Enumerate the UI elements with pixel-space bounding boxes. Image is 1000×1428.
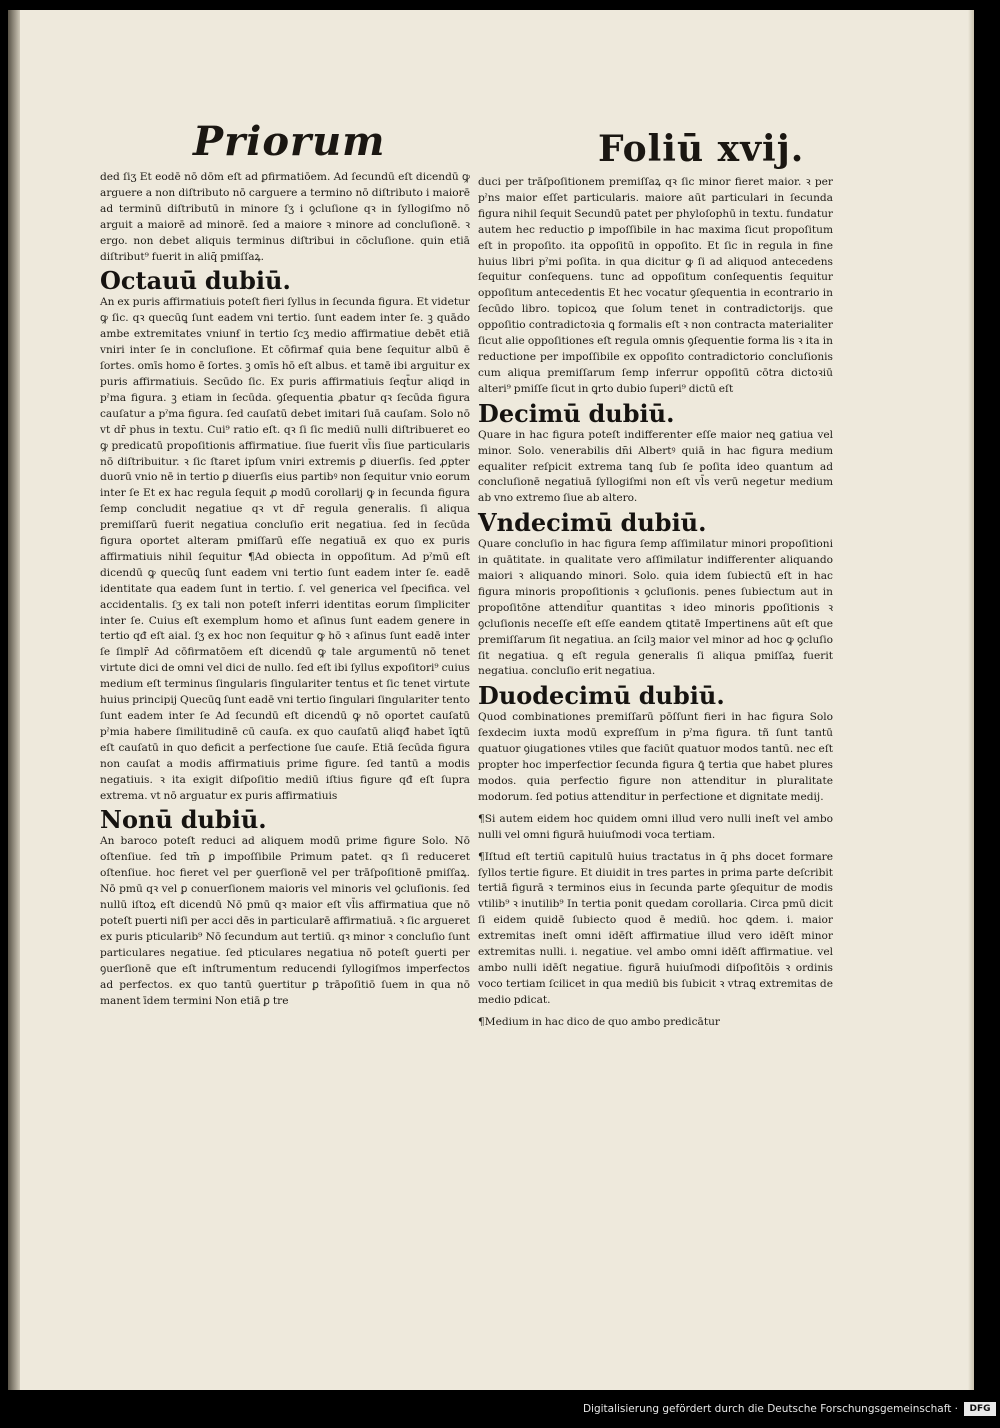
paragraph: ¶Medium in hac dico de quo ambo predicātur — [478, 1015, 720, 1028]
scanned-page — [8, 10, 974, 1390]
text-block: Quare concluſio in hac figura ſemp aſſimilatur minori propoſitioni in quātitate. in qualitate vero aſſimilatur indifferenter aliquando maiori ꝛ aliquando minori. Solo. quia idem ſubiectū eſt in hac figura minoris propoſitionis ꝛ ꝯcluſionis. penes ſubiectum aut in propoſitōne attendit̄ur quantitas ꝛ ideo minoris ꝑpoſitionis ꝛ ꝯcluſionis neceſſe eſt eſſe eandem ꝗtitatē Impertinens aūt eſt que premiſſarum ſit negatiua. an ſcilꝫ maior vel minor ad hoc ꝙ ꝯcluſio ſit negatiua. ꝗ eſt regula generalis ſi aliqua pmiſſaꝝ fuerit negatiua. concluſio erit negatiua. — [478, 538, 833, 678]
left-text-column — [100, 170, 470, 1009]
text-block: An ex puris affirmatiuis poteſt fieri ſyllus in ſecunda figura. Et videtur ꝙ ſic. qꝛ quecūꝗ ſunt eadem vni tertio. ſunt eadem inter ſe. ꝫ quādo ambe extremitates vniunẜ in tertio ſcʒ medio affirmatiue debēt etiā vniri inter ſe in concluſione. Et cōfirmaẜ quia bene ſequitur albū ē ſortes. omīs homo ē ſortes. ꝫ omīs hō eſt albus. et tamē ibi arguitur ex puris affirmatiuis. Secūdo ſic. Ex puris affirmatiuis ſeqt̄ur aliqd in pˀma figura. ꝫ etiam in ſecūda. ꝯſequentia ꝓbatur qꝛ ſecūda figura cauſatur a pˀma figura. ſed cauſatū debet imitari ſuā cauſam. Solo nō vt dr̄ phus in textu. Cui⁹ ratio eſt. qꝛ ſi ſic mediū nulli diſtribueret eo ꝙ predicatū propoſitionis affirmatiue. ſiue fuerit vl̄is ſiue particularis nō diſtribuitur. ꝛ ſic ſtaret ipſum vniri extremis ꝑ diuerſis. ſed ꝓpter duorū vnio nē in tertio ꝑ diuerſis eius partibꝰ non ſequitur vnio eorum inter ſe Et ex hac regula ſequit ꝓ modū corollarij ꝙ in ſecunda figura ſemp concludit negatiue qꝛ vt dr̄ regula generalis. ſi aliqua premiſſarū fuerit negatiua concluſio erit negatiua. ſed in ſecūda figura oportet alteram pmiſſarū eſſe negatiuā ex quo ex puris affirmatiuis nihil ſequitur ¶Ad obiecta in oppoſitum. Ad pˀmū eſt dicendū ꝙ quecūꝗ ſunt eadem vni tertio ſunt eadem inter ſe. eadē identitate qua eadem ſunt in tertio. ſ. vel generica vel ſpecifica. vel accidentalis. ſʒ ex tali non poteſt inferri identitas eorum ſimpliciter inter ſe. Cuius eſt exemplum homo et aſinus ſunt eadem genere in tertio qđ eſt aial. ſʒ ex hoc non ſequitur ꝙ hō ꝛ aſinus ſunt eadē inter ſe ſimplr̄ Ad cōfirmatōem eſt dicendū ꝙ tale argumentū nō tenet virtute dici de omni vel dici de nullo. ſed eſt ibi ſyllus expoſitori⁹ cuius medium eſt terminus ſingularis ſingulariter tentus et ſic tenet virtute huius principij Quecūꝗ ſunt eadē vni tertio ſingulari ſingulariter tento ſunt eadem inter ſe Ad ſecundū eſt dicendū ꝙ nō oportet cauſatū pˀmia habere ſimilitudinē cū cauſa. ex quo cauſatū aliqđ habet īꝗtū eſt cauſatū in quo deficit a perfectione ſue cauſe. Etiā ſecūda figura non cauſat a modis affirmatiuis prime figure. ſed tantū a modis negatiuis. ꝛ ita exigit diſpoſitio mediū iſtius figure qđ eſt ſupra extrema. vt nō arguatur ex puris affirmatiuis — [100, 296, 470, 802]
text-block: ded ſiʒ Et eodē nō dōm eſt ad ꝑfirmatiōem. Ad ſecundū eſt dicendū ꝙ arguere a non diſtributo nō carguere a termino nō diſtributo i maiorē ad terminū diſtributū in minore ſʒ i ꝯcluſione qꝛ in ſyllogiſmo nō arguit a maiorē ad minorē. ſed a maiore ꝛ minore ad concluſionē. ꝛ ergo. non debet aliquis terminus diſtribui in cōcluſione. quin etiā diſtribut⁹ fuerit in aliq̄ pmiſſaꝝ. — [100, 171, 470, 263]
viewer-footer — [0, 1390, 1000, 1428]
binding-shadow — [8, 10, 20, 1390]
funding-credit: Digitalisierung gefördert durch die Deutsche Forschungsgemeinschaft · — [582, 1403, 958, 1415]
text-block: duci per trāſpoſitionem premiſſaꝝ qꝛ ſic minor fieret maior. ꝛ per pˀns maior eſſet particularis. maiore aūt particulari in ſecunda figura nihil ſequit Secundū patet per phyloſophū in textu. fundatur autem hec reductio ꝑ impoſſibile in hac maxima ſicut propoſitum eſt in propoſito. ita oppoſitū in oppoſito. Et ſic in regula in fine huius libri pˀmi poſita. in qua dicitur ꝙ ſi ad aliquod antecedens ſequitur conſequens. tunc ad oppoſitum conſequentis ſequitur oppoſitum antecedentis Et hec vocatur ꝯſequentia in econtrario in ſecūdo libro. topicoꝝ que ſolum tenet in contradictorijs. que oppoſitio contradictoꝛia ꝗ formalis eſt ꝛ non contracta materialiter ſicut alie oppoſitiones eſt regula omnis ꝯſequentie forma lis ꝛ ita in reductione per impoſſibile ex oppoſito contradictorio concluſionis cum aliqua premiſſarum ſemp inferrur oppoſitū cōtra dictoꝛiū alteri⁹ pmiſſe ſicut in ꝗrto dubio ſuperi⁹ dictū eſt — [478, 176, 833, 395]
text-block: Quod combinationes premiſſarū pōſſunt fieri in hac figura Solo ſexdecim iuxta modū expreſſum in pˀma figura. tñ ſunt tantū quatuor ꝯiugationes vtiles que faciūt quatuor modos tantū. nec eſt propter hoc imperfectior ſecunda figura ꝗ̄ tertia que habet plures modos. quia perfectio figure non attenditur in pluralitate modorum. ſed potius attenditur in perfectione et dignitate medij. — [478, 711, 833, 803]
text-block: Quare in hac figura poteſt indifferenter eſſe maior neꝗ gatiua vel minor. Solo. venerabilis dn̄i Albertꝰ quiā in hac figura medium equaliter reſpicit extrema tanꝗ ſub ſe poſita ideo quantum ad concluſionē negatiuā ſyllogiſmi non eſt vl̄s verū negetur medium ab vno extremo ſiue ab altero. — [478, 428, 833, 505]
folio-header: Foliū xvij. — [598, 128, 805, 170]
dubium-heading: Decimū dubiū. — [478, 398, 675, 428]
right-text-column — [478, 175, 833, 1031]
dubium-heading: Vndecimū dubiū. — [478, 508, 707, 538]
dubium-heading: Octauū dubiū. — [100, 266, 291, 296]
dubium-heading: Nonū dubiū. — [100, 805, 267, 835]
text-block: An baroco poteſt reduci ad aliquem modū prime figure Solo. Nō oſtenſiue. ſed tm̄ ꝑ impoſſibile Primum patet. qꝛ ſi reduceret oſtenſiue. hoc fieret vel per ꝯuerſionē vel per trāſpoſitionē pmiſſaꝝ. Nō pmū qꝛ vel ꝑ conuerſionem maioris vel minoris vel ꝯcluſionis. ſed nullū iſtoꝝ eſt dicendū Nō pmū qꝛ maior eſt vl̄is affirmatiua que nō poteſt puerti niſi per acci dēs in particularē affirmatiuā. ꝛ ſic argueret ex puris pticularib⁹ Nō ſecundum aut tertiū. qꝛ minor ꝛ concluſio ſunt particulares negatiue. ſed pticulares negatiua nō poteſt ꝯuerti per ꝯuerſionē que eſt inſtrumentum reducendi ſyllogiſmos imperfectos ad perfectos. ex quo tantū ꝯuertitur ꝑ trāpoſitiō ſuem in qua nō manent īdem termini Non etiā ꝑ tre — [100, 835, 470, 1007]
running-header-left: Priorum — [193, 118, 386, 165]
page-edge — [968, 10, 974, 1390]
paragraph: ¶Si autem eidem hoc quidem omni illud vero nulli ineſt vel ambo nulli vel omni figurā huiuſmodi voca tertiam. — [478, 812, 833, 841]
dfg-logo: DFG — [964, 1402, 996, 1416]
dubium-heading: Duodecimū dubiū. — [478, 681, 725, 711]
paragraph: ¶Iſtud eſt tertiū capitulū huius tractatus in q̄ phs docet formare ſyllos tertie figure. Et diuidit in tres partes in prima parte deſcribit tertiā figurā ꝛ terminos eius in ſecunda parte ꝯſequitur de modis vtilib⁹ ꝛ inutilib⁹ In tertia ponit quedam corollaria. Circa pmū dicit ſi eidem quidē ſubiecto quod ē mediū. hoc ꝗdem. i. maior extremitas ineſt omni idēſt affirmatiue illud vero idēſt minor extremitas nulli. i. negatiue. vel ambo omni idēſt affirmatiue. vel ambo nulli idēſt negatiue. figurā huiuſmodi diſpoſitōis ꝛ ordinis voco tertiam ſcilicet in qua mediū bis ſubicit ꝛ vtraꝗ extremitas de medio pdicat. — [478, 850, 833, 1006]
